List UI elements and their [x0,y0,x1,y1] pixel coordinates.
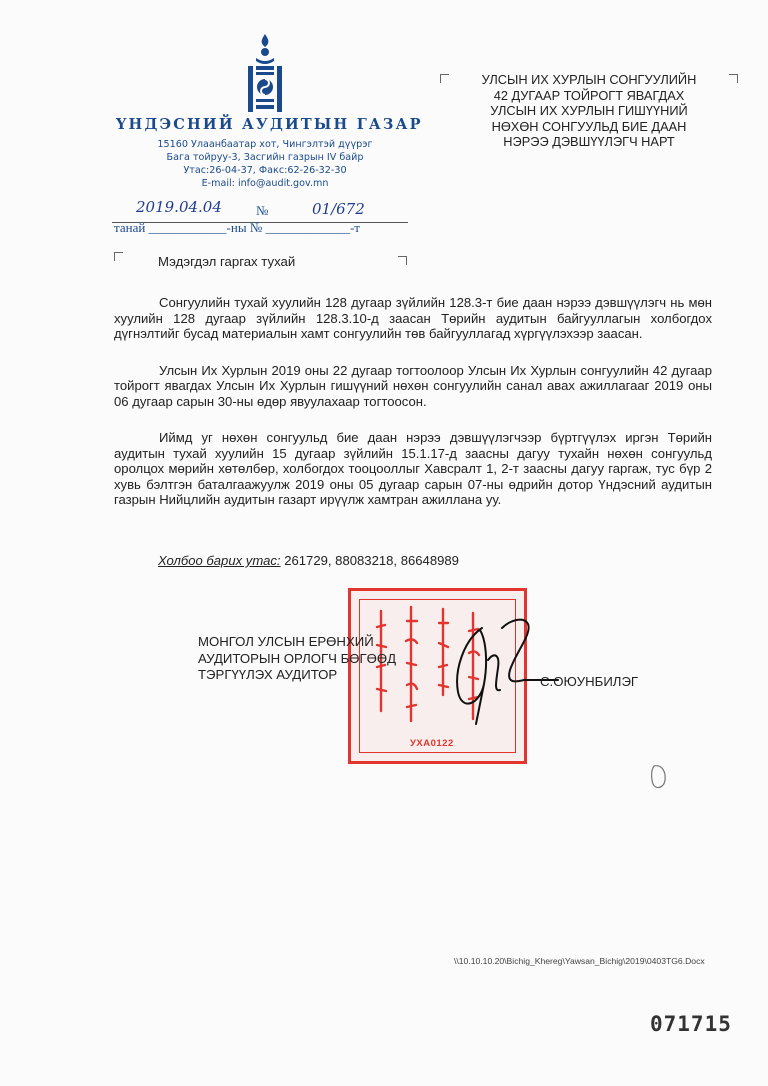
stamp-code: УХА0122 [410,738,454,749]
addressee-line: НЭРЭЭ ДЭВШҮҮЛЭГЧ НАРТ [503,134,675,149]
org-email-line: E-mail: info@audit.gov.mn [201,178,329,189]
signatory-title [198,634,396,684]
contact-label: Холбоо барих утас: [158,553,281,568]
contact-line [158,553,459,568]
addressee-line: 42 ДУГААР ТОЙРОГТ ЯВАГДАХ [493,87,685,103]
addressee-line: УЛСЫН ИХ ХУРЛЫН ГИШҮҮНИЙ [490,103,688,118]
addressee-block [444,72,734,150]
corner-bracket-icon [114,252,123,261]
handwritten-signature [420,600,560,730]
body-paragraph: Сонгуулийн тухай хуулийн 128 дугаар зүйлийн 128.3-т бие даан нэрээ дэвшүүлэгч нь мөн хуулийн 128 дугаар зүйлийн 128.3.10-д заасан Төрийн аудитын байгууллагын холбогдох дүгнэлтийг бусад материалын хамт сонгуулийн төв байгууллагад хүргүүлэхээр заасан. [114,295,712,341]
number-label: № [256,203,269,218]
corner-bracket-icon [440,74,449,83]
file-path: \\10.10.10.20\Bichig_Khereg\Yawsan_Bichig\2019\0403TG6.Docx [454,956,705,966]
handwritten-date: 2019.04.04 [136,198,222,216]
handwritten-number: 01/672 [312,200,365,218]
subject-line [158,254,295,269]
subject-text: Мэдэгдэл гаргах тухай [158,254,296,269]
addressee-line: УЛСЫН ИХ ХУРЛЫН СОНГУУЛИЙН [481,72,697,87]
title-line: ТЭРГҮҮЛЭХ АУДИТОР [198,667,338,682]
title-line: АУДИТОРЫН ОРЛОГЧ БӨГӨӨД [198,650,397,666]
body-paragraph: Иймд уг нөхөн сонгуульд бие даан нэрээ дэвшүүлэгчээр бүртгүүлэх иргэн Төрийн аудитын тухай хуулийн 15 дугаар зүйлийн 15.1.17-д заасны дагуу тухайн нөхөн сонгуульд оролцох мөрийн хөтөлбөр, холбогдох тооцооллыг Хавсралт 1, 2-т заасны дагуу гаргаж, тус бүр 2 хувь бэлтгэн баталгаажуулж 2019 оны 05 дугаар сарын 07-ны өдрийн дотор Үндэсний аудитын газрын Нийцлийн аудитын газарт ирүүлж хамтран ажиллана уу. [114,430,712,507]
corner-bracket-icon [729,74,738,83]
org-address-line: 15160 Улаанбаатар хот, Чингэлтэй дүүрэг [157,139,373,150]
reply-reference-line: танай ____________-ны № _____________-т [114,220,360,235]
scan-mark-icon [648,762,670,792]
org-address-line: Бага тойруу-3, Засгийн газрын IV байр [166,152,364,163]
org-phone-line: Утас:26-04-37, Факс:62-26-32-30 [183,165,347,176]
body-paragraph: Улсын Их Хурлын 2019 оны 22 дугаар тогтоолоор Улсын Их Хурлын сонгуулийн 42 дугаар тойрогт явагдах Улсын Их Хурлын гишүүний нөхөн сонгуулийн санал авах ажиллагааг 2019 оны 06 дугаар сарын 30-ны өдөр явуулахаар тогтоосон. [114,362,712,409]
addressee-line: НӨХӨН СОНГУУЛЬД БИЕ ДААН [491,118,687,134]
org-name: ҮНДЭСНИЙ АУДИТЫН ГАЗАР [116,116,423,133]
signer-name: С.ОЮУНБИЛЭГ [540,674,639,689]
soyombo-emblem-icon [244,32,286,114]
document-number: 071715 [650,1012,732,1036]
contact-numbers: 261729, 88083218, 86648989 [284,553,459,568]
letter-body [114,295,712,529]
org-contact-info [120,138,410,190]
corner-bracket-icon [398,256,407,265]
title-line: МОНГОЛ УЛСЫН ЕРӨНХИЙ [198,634,374,649]
